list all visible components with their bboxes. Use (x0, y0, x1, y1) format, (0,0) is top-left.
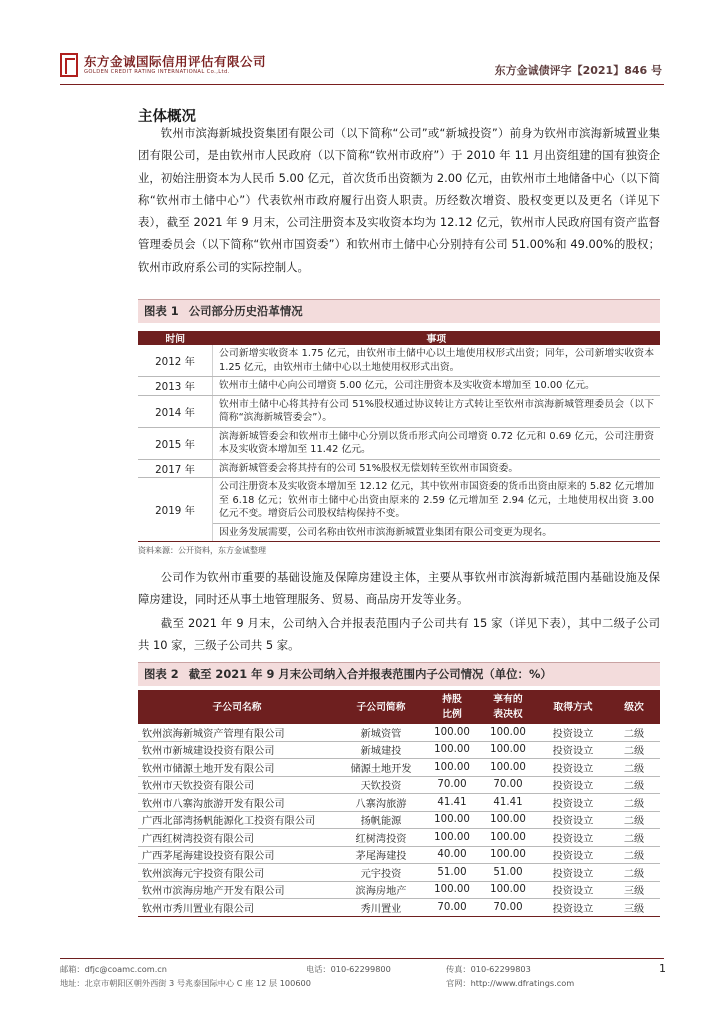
history-row (138, 478, 660, 524)
figure1-source: 资料来源：公开资料，东方金诚整理 (138, 546, 266, 555)
figure1-title: 公司部分历史沿革情况 (188, 304, 303, 318)
col-shareholding (426, 690, 478, 724)
history-row (138, 345, 660, 377)
acquisition-method: 投资设立 (538, 829, 608, 847)
voting-right-ratio: 100.00 (478, 724, 538, 741)
subsidiary-short-name: 新城建投 (336, 741, 426, 759)
subsidiary-name: 广西红树湾投资有限公司 (138, 829, 336, 847)
footer-email: 邮箱：dfjc@coamc.com.cn (60, 964, 167, 974)
subsidiary-name: 钦州市新城建设投资有限公司 (138, 741, 336, 759)
paragraph-business: 公司作为钦州市重要的基础设施及保障房建设主体，主要从事钦州市滨海新城范围内基础设施及保障房建设，同时还从事土地管理服务、贸易、商品房开发等业务。 (138, 570, 660, 607)
shareholding-ratio: 70.00 (426, 899, 478, 917)
table-row (138, 881, 660, 899)
page-footer (60, 958, 664, 959)
voting-right-ratio: 100.00 (478, 759, 538, 777)
header-text: 取得方式 (553, 701, 593, 713)
subsidiary-short-name: 天钦投资 (336, 776, 426, 794)
voting-right-ratio: 41.41 (478, 794, 538, 812)
paragraph-subsidiaries: 截至 2021 年 9 月末，公司纳入合并报表范围内子公司共有 15 家（详见下表），其中二级子公司共 10 家，三级子公司共 5 家。 (138, 616, 660, 653)
subsidiary-short-name: 滨海房地产 (336, 881, 426, 899)
header-text: 子公司名称 (212, 701, 262, 713)
subsidiary-name: 钦州市天钦投资有限公司 (138, 776, 336, 794)
subsidiary-name: 钦州市秀川置业有限公司 (138, 899, 336, 917)
history-event: 因业务发展需要，公司名称由钦州市滨海新城置业集团有限公司变更为现名。 (213, 523, 661, 542)
subsidiary-level: 二级 (608, 794, 660, 812)
history-event: 钦州市土储中心向公司增资 5.00 亿元，公司注册资本及实收资本增加至 10.00 亿元。 (213, 377, 661, 396)
voting-right-ratio: 100.00 (478, 829, 538, 847)
voting-right-ratio: 100.00 (478, 811, 538, 829)
shareholding-ratio: 100.00 (426, 811, 478, 829)
subsidiary-level: 二级 (608, 846, 660, 864)
history-row (138, 459, 660, 478)
history-year: 2019 年 (138, 478, 213, 542)
history-row (138, 395, 660, 427)
voting-right-ratio: 100.00 (478, 846, 538, 864)
figure2-title: 截至 2021 年 9 月末公司纳入合并报表范围内子公司情况（单位：%） (188, 667, 552, 681)
col-short-name (336, 690, 426, 724)
subsidiary-short-name: 储源土地开发 (336, 759, 426, 777)
header-text: 子公司简称 (356, 701, 406, 713)
history-event: 公司新增实收资本 1.75 亿元，由钦州市土储中心以土地使用权形式出资；同年，公司新增实收资本 1.25 亿元，由钦州市土储中心以土地使用权形式出资。 (213, 345, 661, 377)
table-row (138, 794, 660, 812)
history-year: 2017 年 (138, 459, 213, 478)
subsidiary-level: 三级 (608, 881, 660, 899)
subsidiary-level: 二级 (608, 759, 660, 777)
subsidiary-level: 二级 (608, 829, 660, 847)
header-text: 持股 (442, 694, 462, 705)
header-text: 享有的 (493, 694, 523, 705)
subsidiary-short-name: 茅尾海建投 (336, 846, 426, 864)
history-row (138, 427, 660, 459)
header-text: 级次 (624, 701, 644, 713)
shareholding-ratio: 100.00 (426, 741, 478, 759)
subsidiary-level: 二级 (608, 741, 660, 759)
acquisition-method: 投资设立 (538, 881, 608, 899)
table-row (138, 846, 660, 864)
history-event: 钦州市土储中心将其持有公司 51%股权通过协议转让方式转让至钦州市滨海新城管理委员会（以下简称“滨海新城管委会”）。 (213, 395, 661, 427)
acquisition-method: 投资设立 (538, 864, 608, 882)
history-year: 2013 年 (138, 377, 213, 396)
history-table (138, 331, 660, 542)
table-row (138, 811, 660, 829)
col-voting-right (478, 690, 538, 724)
voting-right-ratio: 100.00 (478, 881, 538, 899)
col-time: 时间 (138, 331, 213, 345)
acquisition-method: 投资设立 (538, 776, 608, 794)
footer-website: 官网：http://www.dfratings.com (446, 978, 575, 988)
voting-right-ratio: 100.00 (478, 741, 538, 759)
header-text: 比例 (442, 709, 462, 720)
history-row (138, 523, 660, 542)
subsidiary-name: 钦州滨海元宇投资有限公司 (138, 864, 336, 882)
subsidiary-name: 钦州市滨海房地产开发有限公司 (138, 881, 336, 899)
page-number: 1 (659, 962, 666, 975)
shareholding-ratio: 51.00 (426, 864, 478, 882)
acquisition-method: 投资设立 (538, 759, 608, 777)
footer-fax: 传真：010-62299803 (446, 964, 531, 974)
subsidiary-level: 三级 (608, 899, 660, 917)
history-row (138, 377, 660, 396)
figure2-label: 图表 2 (144, 667, 179, 681)
history-year: 2012 年 (138, 345, 213, 377)
history-year: 2014 年 (138, 395, 213, 427)
voting-right-ratio: 51.00 (478, 864, 538, 882)
company-name-en: GOLDEN CREDIT RATING INTERNATIONAL Co.,Ltd. (84, 69, 230, 75)
history-event: 公司注册资本及实收资本增加至 12.12 亿元，其中钦州市国资委的货币出资由原来的 5.82 亿元增加至 6.18 亿元；钦州市土储中心出资由原来的 2.59 亿元增加至 2.94 亿元，土地使用权出资 3.00 亿元不变。增资后公司股权结构保持不变。 (213, 478, 661, 524)
history-year: 2015 年 (138, 427, 213, 459)
section-title: 主体概况 (138, 109, 196, 125)
subsidiary-short-name: 红树湾投资 (336, 829, 426, 847)
report-number: 东方金诚债评字【2021】846 号 (494, 64, 662, 77)
subsidiary-level: 二级 (608, 776, 660, 794)
figure1-label: 图表 1 (144, 304, 179, 318)
shareholding-ratio: 70.00 (426, 776, 478, 794)
shareholding-ratio: 100.00 (426, 724, 478, 741)
shareholding-ratio: 100.00 (426, 759, 478, 777)
table-row (138, 741, 660, 759)
footer-address: 地址：北京市朝阳区朝外西街 3 号兆泰国际中心 C 座 12 层 100600 (60, 978, 311, 988)
footer-phone: 电话：010-62299800 (306, 964, 391, 974)
acquisition-method: 投资设立 (538, 846, 608, 864)
subsidiary-name: 广西茅尾海建设投资有限公司 (138, 846, 336, 864)
history-event: 滨海新城管委会将其持有的公司 51%股权无偿划转至钦州市国资委。 (213, 459, 661, 478)
subsidiary-short-name: 八寨沟旅游 (336, 794, 426, 812)
col-subsidiary-name (138, 690, 336, 724)
voting-right-ratio: 70.00 (478, 899, 538, 917)
company-logo-icon (60, 53, 78, 77)
table-row (138, 759, 660, 777)
voting-right-ratio: 70.00 (478, 776, 538, 794)
subsidiary-name: 钦州市储源土地开发有限公司 (138, 759, 336, 777)
subsidiary-name: 广西北部湾扬帆能源化工投资有限公司 (138, 811, 336, 829)
shareholding-ratio: 41.41 (426, 794, 478, 812)
col-level (608, 690, 660, 724)
history-event: 滨海新城管委会和钦州市土储中心分别以货币形式向公司增资 0.72 亿元和 0.69 亿元，公司注册资本及实收资本增加至 11.42 亿元。 (213, 427, 661, 459)
subsidiary-short-name: 秀川置业 (336, 899, 426, 917)
page-header (60, 48, 664, 85)
subsidiary-name: 钦州滨海新城资产管理有限公司 (138, 724, 336, 741)
figure2-title-bar (138, 662, 660, 686)
subsidiary-level: 二级 (608, 811, 660, 829)
subsidiary-table (138, 690, 660, 917)
subsidiary-name: 钦州市八寨沟旅游开发有限公司 (138, 794, 336, 812)
col-event: 事项 (213, 331, 661, 345)
acquisition-method: 投资设立 (538, 741, 608, 759)
subsidiary-short-name: 元宇投资 (336, 864, 426, 882)
paragraph-company-overview: 钦州市滨海新城投资集团有限公司（以下简称“公司”或“新城投资”）前身为钦州市滨海新城置业集团有限公司，是由钦州市人民政府（以下简称“钦州市政府”）于 2010 年 11 月出资组建的国有独资企业，初始注册资本为人民币 5.00 亿元，首次货币出资额为 2.00 亿元，由钦州市土地储备中心（以下简称“钦州市土储中心”）代表钦州市政府履行出资人职责。历经数次增资、股权变更以及更名（详见下表），截至 2021 年 9 月末，公司注册资本及实收资本均为 12.12 亿元，钦州市人民政府国有资产监督管理委员会（以下简称“钦州市国资委”）和钦州市土储中心分别持有公司 51.00%和 49.00%的股权；钦州市政府系公司的实际控制人。 (138, 126, 660, 274)
subsidiary-level: 二级 (608, 864, 660, 882)
shareholding-ratio: 100.00 (426, 829, 478, 847)
header-text: 表决权 (493, 709, 523, 720)
table-row (138, 899, 660, 917)
company-name-cn: 东方金诚国际信用评估有限公司 (84, 54, 267, 69)
acquisition-method: 投资设立 (538, 899, 608, 917)
shareholding-ratio: 40.00 (426, 846, 478, 864)
subsidiary-level: 二级 (608, 724, 660, 741)
subsidiary-short-name: 新城资管 (336, 724, 426, 741)
table-row (138, 724, 660, 741)
col-acquisition (538, 690, 608, 724)
acquisition-method: 投资设立 (538, 724, 608, 741)
acquisition-method: 投资设立 (538, 811, 608, 829)
figure1-title-bar (138, 299, 660, 323)
shareholding-ratio: 100.00 (426, 881, 478, 899)
table-row (138, 776, 660, 794)
table-row (138, 829, 660, 847)
subsidiary-short-name: 扬帆能源 (336, 811, 426, 829)
table-row (138, 864, 660, 882)
acquisition-method: 投资设立 (538, 794, 608, 812)
